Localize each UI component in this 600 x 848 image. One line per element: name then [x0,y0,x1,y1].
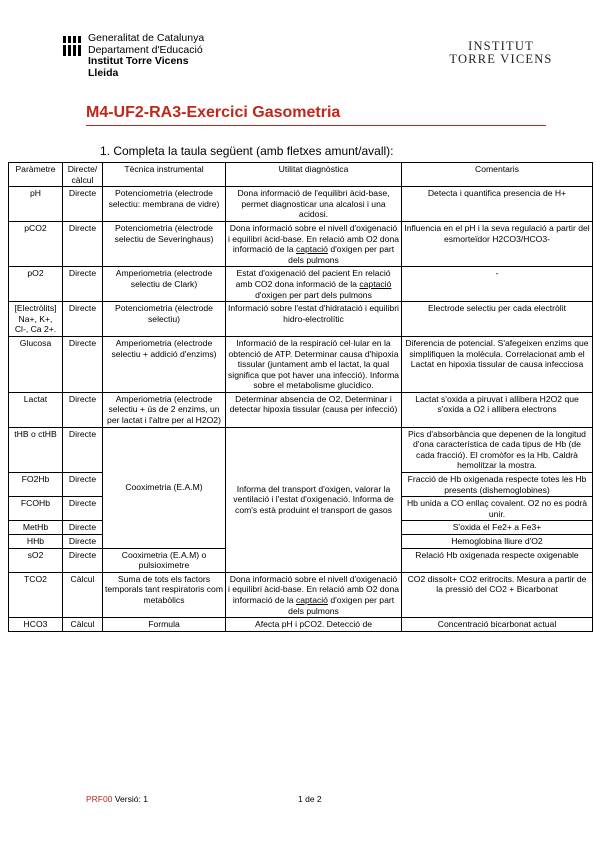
footer-code: PRF00 [86,794,113,804]
utility-cell: Dona informació de l'equilibri àcid-base, permet diagnosticar una alcalosi i una acidosi. [226,187,402,222]
technique-cell: Potenciometria (electrode selectiu) [103,302,226,337]
technique-cell: Potenciometria (electrode selectiu: membrana de vidre) [103,187,226,222]
column-header: Comentaris [402,163,593,187]
comment-cell: S'oxida el Fe2+ a Fe3+ [402,521,593,535]
type-cell: Càlcul [63,572,103,617]
utility-underlined: captació [295,594,328,605]
comment-cell: Fracció de Hb oxigenada respecte totes les Hb presents (dishemoglobines) [402,473,593,497]
table-row [9,187,593,222]
table-row [9,618,593,632]
type-cell: Directe [63,267,103,302]
type-cell: Directe [63,187,103,222]
utility-cell: Informació de la respiració cel·lular en la obtenció de ATP. Determinar causa d'hipoxia tissular (juntament amb el lactat, la qual significa que pot haver una infecció). Informa sobre el metabolisme glucídico. [226,336,402,392]
table-row [9,572,593,617]
column-header: Utilitat diagnòstica [226,163,402,187]
comment-cell: Electrode selectiu per cada electròlit [402,302,593,337]
table-row [9,267,593,302]
type-cell: Directe [63,336,103,392]
comment-cell: Concentració bicarbonat actual [402,618,593,632]
type-cell: Directe [63,535,103,549]
footer-version [86,794,148,804]
comment-cell: Lactat s'oxida a piruvat i allibera H2O2 que s'oxida a O2 i allibera electrons [402,392,593,427]
utility-text: Dona informació sobre el nivell d'oxigenació i equilibri àcid-base. En relació amb O2 dona informació de la [228,222,400,255]
column-header: Directe/ càlcul [63,163,103,187]
generalitat-header [88,33,204,79]
technique-cell: Amperiometria (electrode selectiu + ús de 2 enzims, un per lactat i l'altre per al H2O2) [103,392,226,427]
param-cell: TCO2 [9,572,63,617]
param-cell: [Electròlits] Na+, K+, Cl-, Ca 2+. [9,302,63,337]
school-name: Institut Torre Vicens [88,55,189,67]
param-cell: FCOHb [9,497,63,521]
type-cell: Directe [63,221,103,266]
param-cell: FO2Hb [9,473,63,497]
generalitat-logo-icon [62,35,84,57]
comment-cell: Pics d'absorbància que depenen de la longitud d'ona característica de cada tipus de Hb (de cada fracció). El cromòfor es la Hb. Caldrà hemolitzar la mostra. [402,427,593,472]
type-cell: Directe [63,302,103,337]
table-row [9,302,593,337]
technique-cell: Cooximetria (E.A.M) [103,427,226,548]
comment-cell: - [402,267,593,302]
param-cell: MetHb [9,521,63,535]
param-cell: Lactat [9,392,63,427]
param-cell: Glucosa [9,336,63,392]
type-cell: Directe [63,473,103,497]
comment-cell: CO2 dissolt+ CO2 eritrocits. Mesura a partir de la pressió del CO2 + Bicarbonat [402,572,593,617]
gov-line: Departament d'Educació [88,43,203,56]
institut-logo [446,40,556,66]
utility-cell [226,267,402,302]
type-cell: Directe [63,392,103,427]
comment-cell: Relació Hb oxigenada respecte oxigenable [402,548,593,572]
type-cell: Directe [63,521,103,535]
technique-cell: Potenciometria (electrode selectiu de Severinghaus) [103,221,226,266]
comment-cell: Influencia en el pH i la seva regulació a partir del esmorteïdor H2CO3/HCO3- [402,221,593,266]
table-row [9,336,593,392]
param-cell: pO2 [9,267,63,302]
utility-cell: Afecta pH i pCO2. Detecció de [226,618,402,632]
comment-cell: Detecta i quantifica presencia de H+ [402,187,593,222]
utility-cell [226,572,402,617]
technique-cell: Suma de tots els factors temporals tant respiratoris com metabòlics [103,572,226,617]
utility-cell: Informació sobre l'estat d'hidratació i equilibri hidro-electrolític [226,302,402,337]
table-row [9,392,593,427]
column-header: Tècnica instrumental [103,163,226,187]
technique-cell: Amperiometria (electrode selectiu + addició d'enzims) [103,336,226,392]
utility-text: Dona informació sobre el nivell d'oxigenació i equilibri àcid-base. En relació amb O2 dona informació de la [228,573,400,605]
page-title: M4-UF2-RA3-Exercici Gasometria [86,104,341,121]
utility-underlined: captació [359,278,392,289]
utility-cell: Determinar absencia de O2. Determinar i detectar hipoxia tissular (causa per infecció) [226,392,402,427]
comment-cell: Hb unida a CO enllaç covalent. O2 no es podrà unir. [402,497,593,521]
type-cell: Directe [63,427,103,472]
technique-cell: Cooximetria (E.A.M) o pulsioximetre [103,548,226,572]
table-row [9,221,593,266]
param-cell: tHB o ctHB [9,427,63,472]
param-cell: pCO2 [9,221,63,266]
exercise-instruction: 1. Completa la taula següent (amb fletxes amunt/avall): [100,144,394,158]
utility-underlined: captació [295,244,328,255]
param-cell: HHb [9,535,63,549]
utility-text: d'oxigen per part dels pulmons [288,594,395,616]
column-header: Paràmetre [9,163,63,187]
utility-text: d'oxigen per part dels pulmons [288,244,395,265]
table-row [9,427,593,472]
institut-logo-line: TORRE VICENS [449,52,553,66]
footer-page-number: 1 de 2 [298,794,322,804]
title-divider [86,125,546,126]
technique-cell: Amperiometria (electrode selectiu de Clark) [103,267,226,302]
gov-line: Generalitat de Catalunya [88,32,205,44]
type-cell: Directe [63,548,103,572]
institut-logo-line: INSTITUT [468,39,534,53]
technique-cell: Formula [103,618,226,632]
comment-cell: Diferencia de potencial. S'afegeixen enzims que simplifiquen la molècula. Correlacionat amb el Lactat en hipoxia tissular de causa infecciosa [402,336,593,392]
utility-text: d'oxigen per part dels pulmons [255,289,372,300]
param-cell: HCO3 [9,618,63,632]
comment-cell: Hemoglobina lliure d'O2 [402,535,593,549]
gasometry-table [8,162,593,632]
school-city: Lleida [88,66,119,79]
utility-cell [226,221,402,266]
type-cell: Càlcul [63,618,103,632]
param-cell: sO2 [9,548,63,572]
param-cell: pH [9,187,63,222]
type-cell: Directe [63,497,103,521]
table-header-row [9,163,593,187]
utility-text: Estat d'oxigenació del pacient En relació amb CO2 dona informació de la [235,268,391,289]
utility-cell: Informa del transport d'oxigen, valorar la ventilació i l'estat d'oxigenació. Informa de com's està produint el transport de gasos [226,427,402,572]
footer-version-text: Versió: 1 [114,794,148,804]
